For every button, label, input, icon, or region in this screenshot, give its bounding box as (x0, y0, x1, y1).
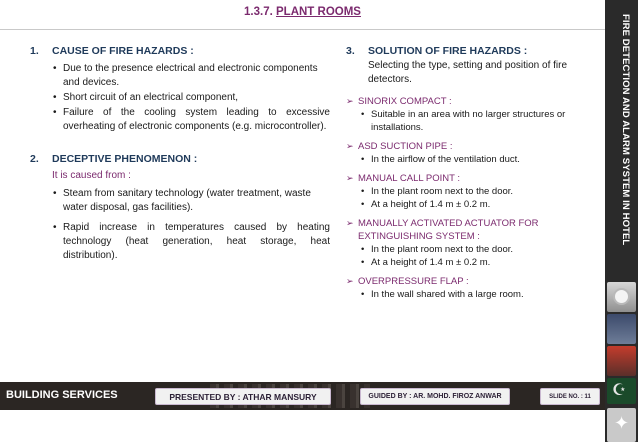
section-3-description: Selecting the type, setting and position of fire detectors. (368, 60, 568, 85)
solution-heading: ➢ ASD SUCTION PIPE : (346, 141, 453, 152)
crescent-emblem-icon: ☪ (612, 382, 627, 399)
section-3-heading (346, 44, 601, 58)
solution-details (346, 108, 601, 134)
arrow-bullet-icon: ➢ (346, 141, 354, 151)
solution-heading: ➢ OVERPRESSURE FLAP : (346, 276, 469, 287)
smoke-detector-icon (613, 288, 630, 305)
list-item: • At a height of 1.4 m ± 0.2 m. (360, 256, 601, 269)
title-label: PLANT ROOMS (276, 6, 361, 18)
footer-course-label: BUILDING SERVICES (6, 389, 118, 401)
section-1-heading (30, 44, 330, 58)
arrow-bullet-icon: ➢ (346, 173, 354, 183)
fire-alarm-photo (607, 346, 636, 376)
sidebar-photo (607, 314, 636, 344)
footer-bar (0, 382, 605, 410)
solution-item-actuator (346, 217, 601, 269)
list-item: • Failure of the cooling system leading to excessive overheating of electronic components (e.g. microcontroller). (52, 106, 330, 134)
section-2-title: DECEPTIVE PHENOMENON : (52, 153, 198, 165)
solution-item-call-point (346, 172, 601, 211)
list-item: • Rapid increase in temperatures caused by heating technology (heat generation, heat storage, heat distribution). (52, 221, 330, 263)
arrow-bullet-icon: ➢ (346, 96, 354, 106)
arrow-bullet-icon: ➢ (346, 218, 354, 228)
left-column (30, 44, 330, 263)
section-2-lead: It is caused from : (52, 170, 131, 181)
emblem-image (607, 378, 636, 404)
solution-item-sinorix (346, 95, 601, 134)
university-logo (607, 408, 636, 442)
list-item: • Due to the presence electrical and electronic components and devices. (52, 62, 330, 90)
section-1-number: 1. (30, 45, 39, 57)
solution-item-overpressure-flap (346, 275, 601, 301)
section-2-body (30, 169, 330, 263)
list-item: • Suitable in an area with no larger structures or installations. (360, 108, 601, 134)
presented-by-badge: PRESENTED BY : ATHAR MANSURY (155, 388, 331, 405)
list-item: • Short circuit of an electrical component, (52, 91, 330, 105)
title-number: 1.3.7. (244, 6, 273, 18)
section-1-title: CAUSE OF FIRE HAZARDS : (52, 45, 194, 57)
sidebar (605, 0, 638, 442)
solution-details (346, 288, 601, 301)
arrow-bullet-icon: ➢ (346, 276, 354, 286)
title-divider (0, 29, 605, 30)
section-2-number: 2. (30, 153, 39, 165)
smoke-detector-image (607, 282, 636, 312)
sidebar-title: FIRE DETECTION AND ALARM SYSTEM IN HOTEL (620, 14, 631, 246)
section-1-body (30, 62, 330, 134)
list-item: • In the airflow of the ventilation duct. (360, 153, 601, 166)
section-3-number: 3. (346, 45, 355, 57)
list-item: • In the plant room next to the door. (360, 185, 601, 198)
right-column (346, 44, 601, 301)
section-3-title: SOLUTION OF FIRE HAZARDS : (368, 45, 528, 57)
slide-title (0, 6, 605, 18)
solution-details (346, 243, 601, 269)
slide-number-badge: SLIDE NO. : 11 (540, 388, 600, 405)
solution-heading: ➢ MANUALLY ACTIVATED ACTUATOR FOR EXTINGUISHING SYSTEM : (346, 218, 539, 242)
solution-item-asd-pipe (346, 140, 601, 166)
solution-details (346, 153, 601, 166)
list-item: • At a height of 1.4 m ± 0.2 m. (360, 198, 601, 211)
solution-heading: ➢ MANUAL CALL POINT : (346, 173, 461, 184)
solution-heading: ➢ SINORIX COMPACT : (346, 96, 452, 107)
list-item: • In the wall shared with a large room. (360, 288, 601, 301)
list-item: • Steam from sanitary technology (water treatment, waste water disposal, gas facilities). (52, 187, 330, 215)
solution-details (346, 185, 601, 211)
guided-by-badge: GUIDED BY : AR. MOHD. FIROZ ANWAR (360, 388, 510, 405)
list-item: • In the plant room next to the door. (360, 243, 601, 256)
logo-icon: ✦ (614, 413, 630, 433)
section-2-heading (30, 152, 330, 166)
